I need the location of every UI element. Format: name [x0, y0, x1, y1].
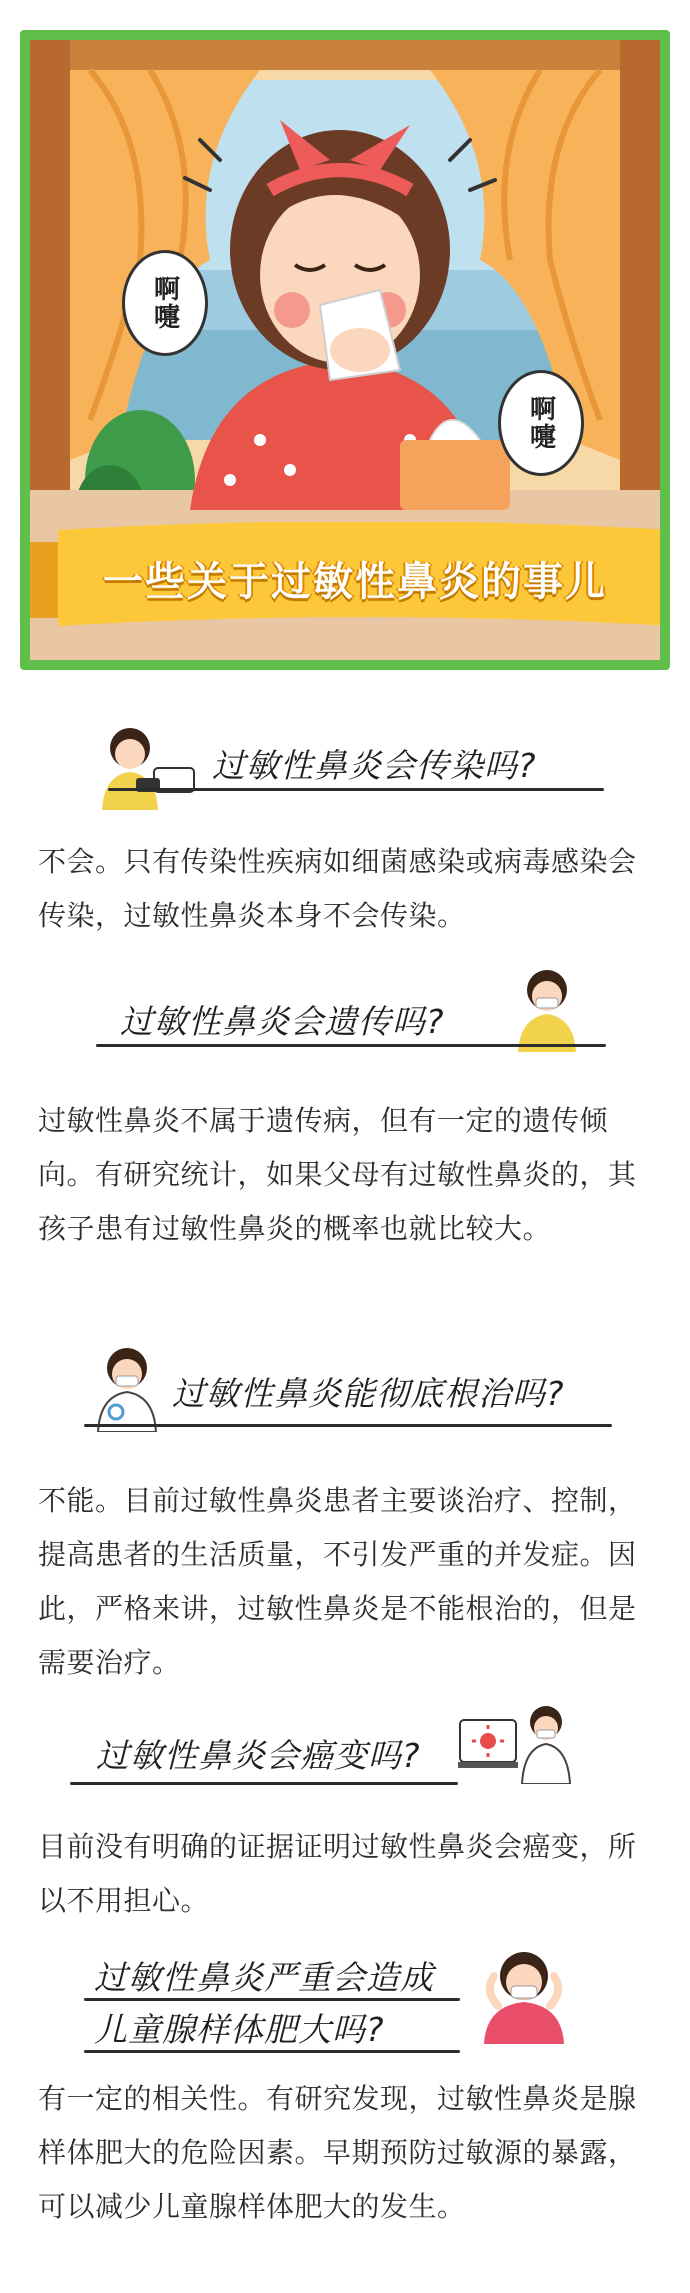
question-title-line1: 过敏性鼻炎严重会造成 — [94, 1958, 434, 1997]
answer-text: 不能。目前过敏性鼻炎患者主要谈治疗、控制，提高患者的生活质量，不引发严重的并发症。因此，严格来讲，过敏性鼻炎是不能根治的，但是需要治疗。 — [38, 1484, 637, 1679]
sneeze-bubble-right: 啊嚏 — [498, 370, 584, 476]
answer-text: 目前没有明确的证据证明过敏性鼻炎会癌变，所以不用担心。 — [38, 1830, 637, 1917]
question-underline — [96, 1044, 606, 1047]
question-title: 过敏性鼻炎会癌变吗? — [96, 1736, 421, 1775]
question-underline — [84, 1424, 612, 1427]
question-title-line2: 儿童腺样体肥大吗? — [94, 2010, 385, 2049]
answer-text: 有一定的相关性。有研究发现，过敏性鼻炎是腺样体肥大的危险因素。早期预防过敏源的暴露，可以减少儿童腺样体肥大的发生。 — [38, 2082, 637, 2223]
child-patient-icon — [474, 1946, 574, 2044]
sneezing-person-icon — [92, 720, 200, 810]
doctor-icon — [92, 1340, 162, 1432]
question-underline — [70, 1782, 458, 1785]
question-underline — [108, 788, 604, 791]
answer-text: 过敏性鼻炎不属于遗传病，但有一定的遗传倾向。有研究统计，如果父母有过敏性鼻炎的，其孩子患有过敏性鼻炎的概率也就比较大。 — [38, 1104, 637, 1245]
sneeze-bubble-left: 啊嚏 — [122, 250, 208, 356]
question-title: 过敏性鼻炎能彻底根治吗? — [172, 1374, 565, 1413]
question-title: 过敏性鼻炎会遗传吗? — [120, 1002, 445, 1041]
hero-banner — [20, 30, 670, 670]
question-title: 过敏性鼻炎会传染吗? — [212, 746, 537, 785]
nurse-icon — [512, 962, 582, 1052]
question-underline — [84, 2050, 460, 2053]
hero-title: 一些关于过敏性鼻炎的事儿 — [103, 559, 607, 605]
doctor-screen-icon — [458, 1700, 578, 1784]
answer-text: 不会。只有传染性疾病如细菌感染或病毒感染会传染，过敏性鼻炎本身不会传染。 — [38, 845, 637, 932]
question-underline — [84, 1998, 460, 2001]
